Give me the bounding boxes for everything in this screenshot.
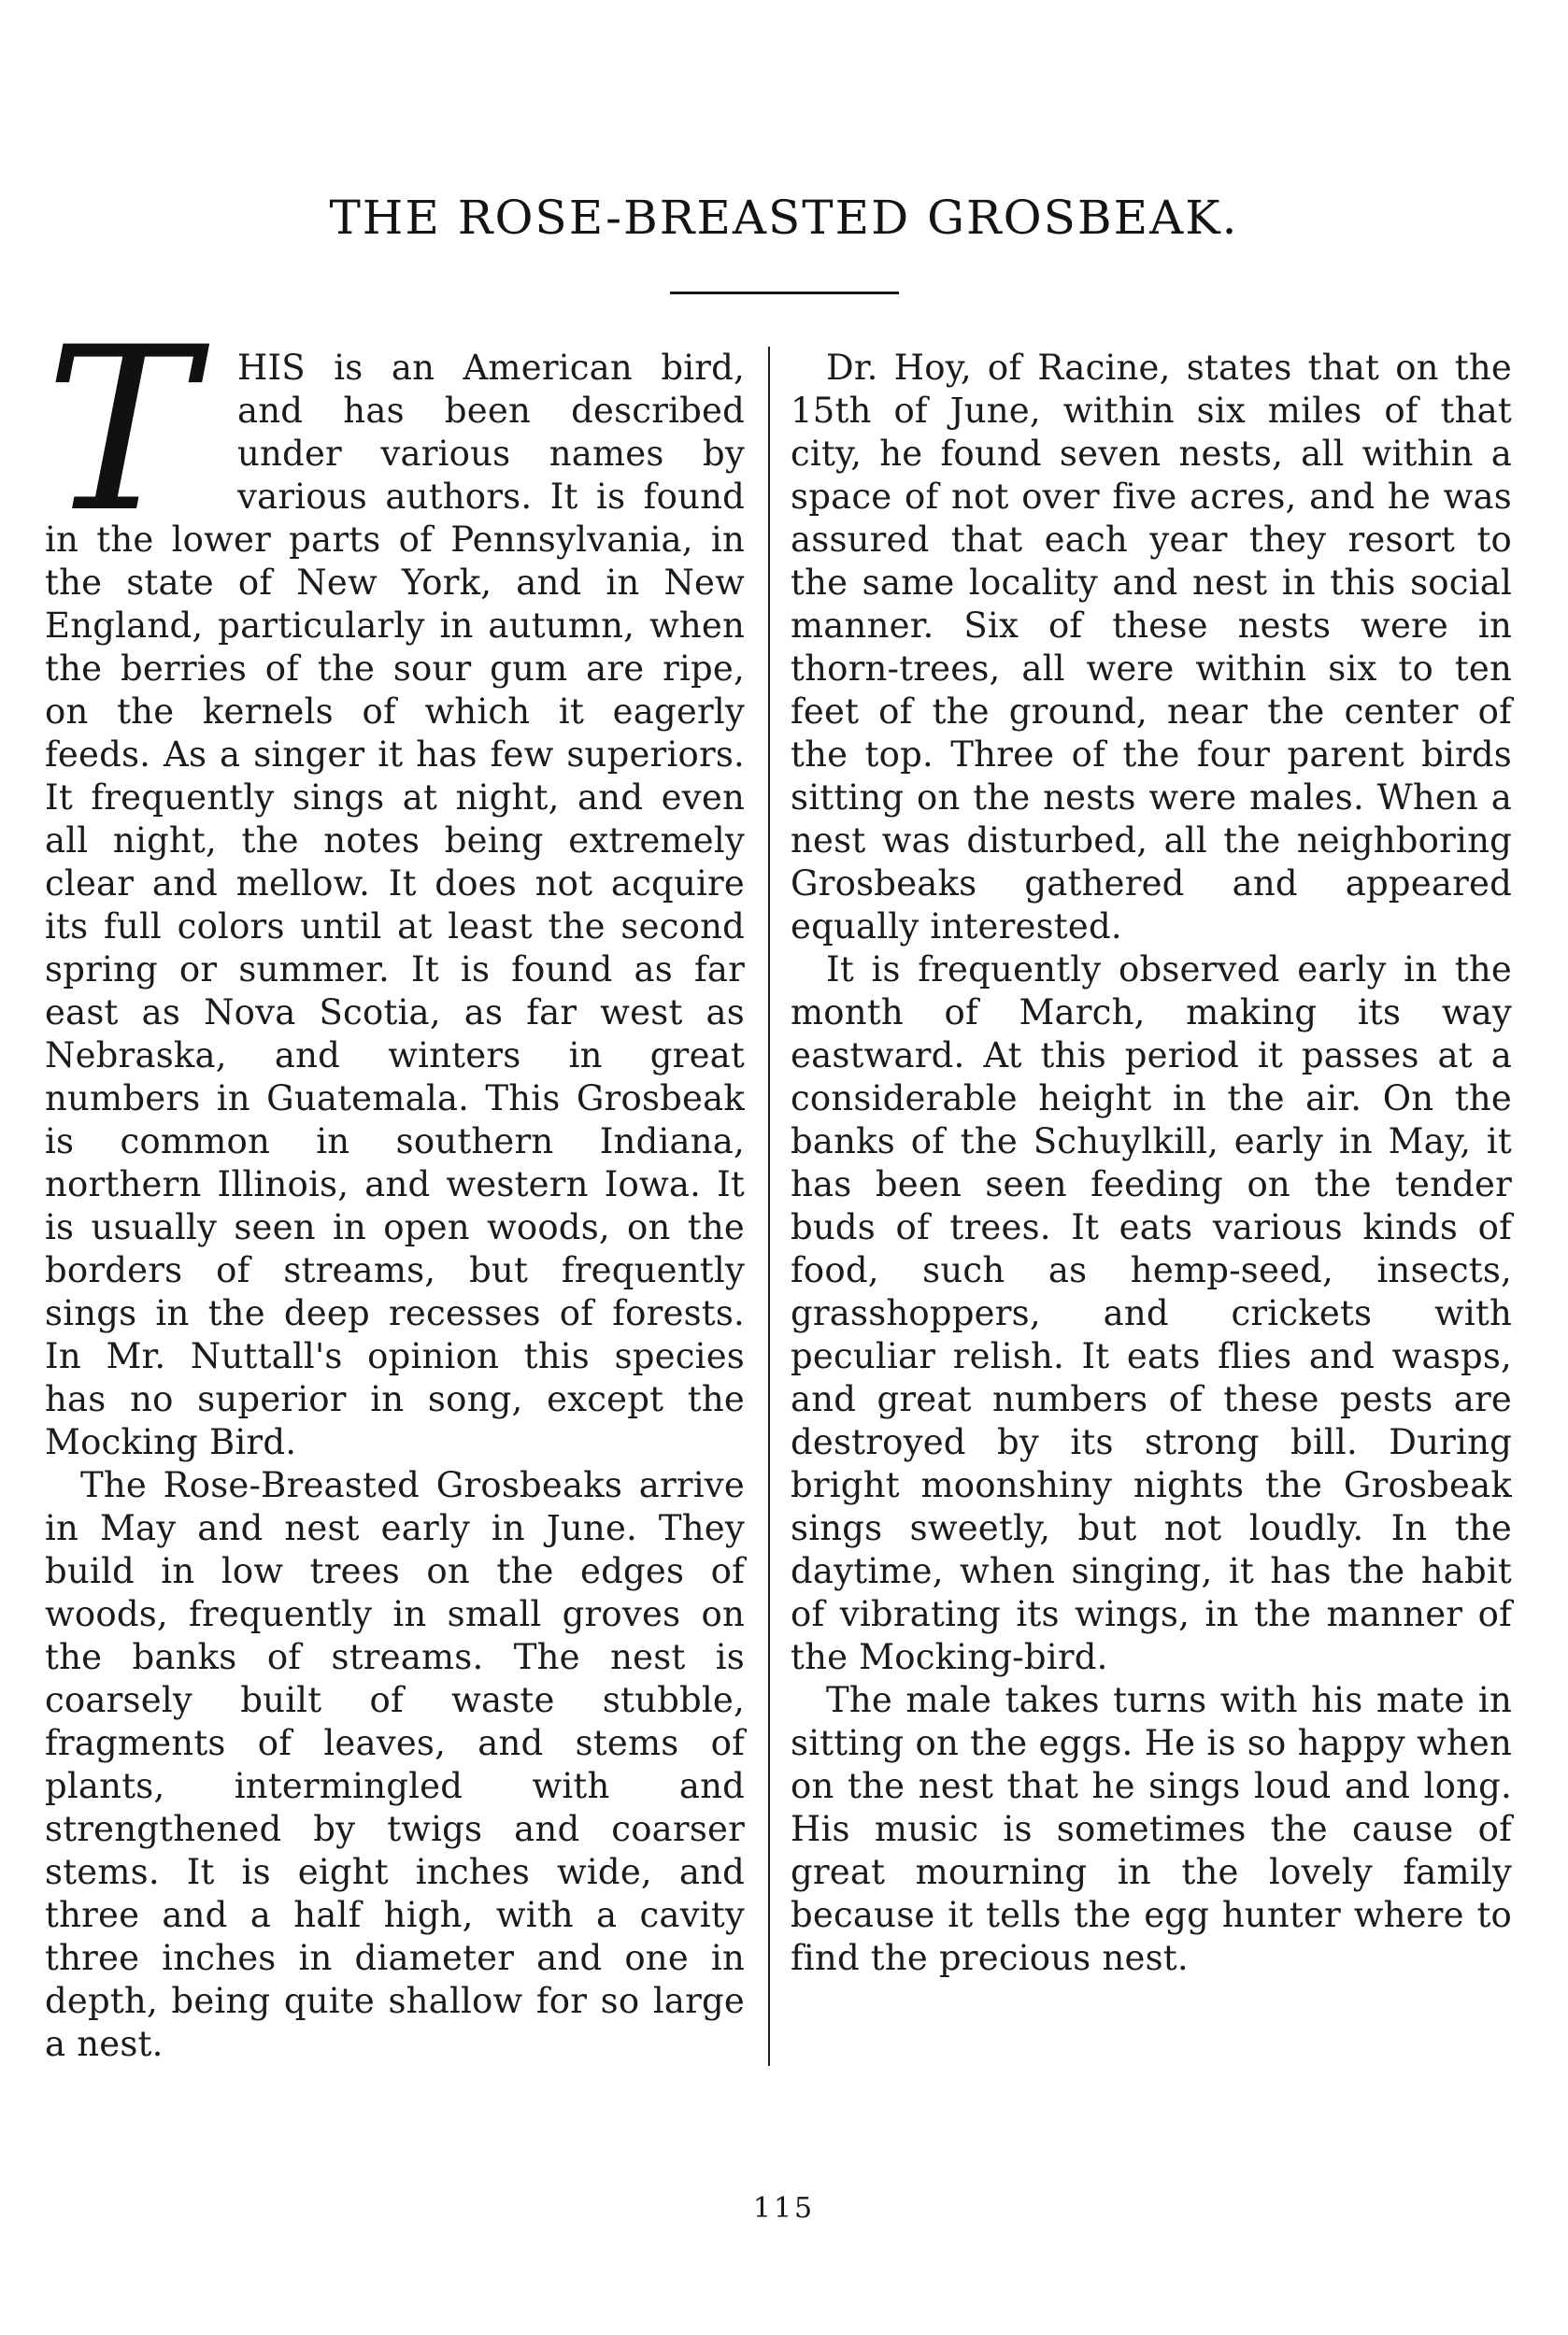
paragraph: The male takes turns with his mate in sitting on the eggs. He is so happy when on the nest that he sings loud and long. His music is sometimes the cause of great mourning in the lovely family because it tells the egg hunter where to find the precious nest.	[791, 1680, 1512, 1978]
drop-cap-letter: T	[45, 299, 196, 562]
paragraph-text: HIS is an American bird, and has been described under various names by various authors. It is found in the lower parts of Pennsylvania, in the state of New York, and in New England, particularly in autumn, when the berries of the sour gum are ripe, on the kernels of which it eagerly feeds. As a singer it has few superiors. It frequently sings at night, and even all night, the notes being extremely clear and mellow. It does not acquire its full colors until at least the second spring or summer. It is found as far east as Nova Scotia, as far west as Nebraska, and winters in great numbers in Guatemala. This Grosbeak is common in southern Indiana, northern Illinois, and western Iowa. It is usually seen in open woods, on the borders of streams, but frequently sings in the deep recesses of forests. In Mr. Nuttall's opinion this species has no superior in song, except the Mocking Bird.	[45, 348, 745, 1462]
right-column	[768, 347, 1512, 2066]
paragraph: Dr. Hoy, of Racine, states that on the 15th of June, within six miles of that city, he found seven nests, all within a space of not over five acres, and he was assured that each year they resort to the same locality and nest in this social manner. Six of these nests were in thorn-trees, all were within six to ten feet of the ground, near the center of the top. Three of the four parent birds sitting on the nests were males. When a nest was disturbed, all the neighboring Grosbeaks gathered and appeared equally interested.	[791, 348, 1512, 947]
page-number: 115	[752, 2192, 816, 2225]
opening-paragraph	[45, 299, 745, 1464]
page-title: THE ROSE-BREASTED GROSBEAK.	[329, 191, 1239, 245]
paragraph: The Rose-Breasted Grosbeaks arrive in May and nest early in June. They build in low trees on the edges of woods, frequently in small groves on the banks of streams. The nest is coarsely built of waste stubble, fragments of leaves, and stems of plants, intermingled with and strengthened by twigs and coarser stems. It is eight inches wide, and three and a half high, with a cavity three inches in diameter and one in depth, being quite shallow for so large a nest.	[45, 1465, 745, 2064]
paragraph: It is frequently observed early in the month of March, making its way eastward. At this period it passes at a considerable height in the air. On the banks of the Schuylkill, early in May, it has been seen feeding on the tender buds of trees. It eats various kinds of food, such as hemp-seed, insects, grasshoppers, and crickets with peculiar relish. It eats flies and wasps, and great numbers of these pests are destroyed by its strong bill. During bright moonshiny nights the Grosbeak sings sweetly, but not loudly. In the daytime, when singing, it has the habit of vibrating its wings, in the manner of the Mocking-bird.	[791, 949, 1512, 1677]
title-divider-rule	[670, 292, 899, 294]
two-column-layout	[0, 299, 1568, 2066]
left-column	[45, 299, 768, 2066]
